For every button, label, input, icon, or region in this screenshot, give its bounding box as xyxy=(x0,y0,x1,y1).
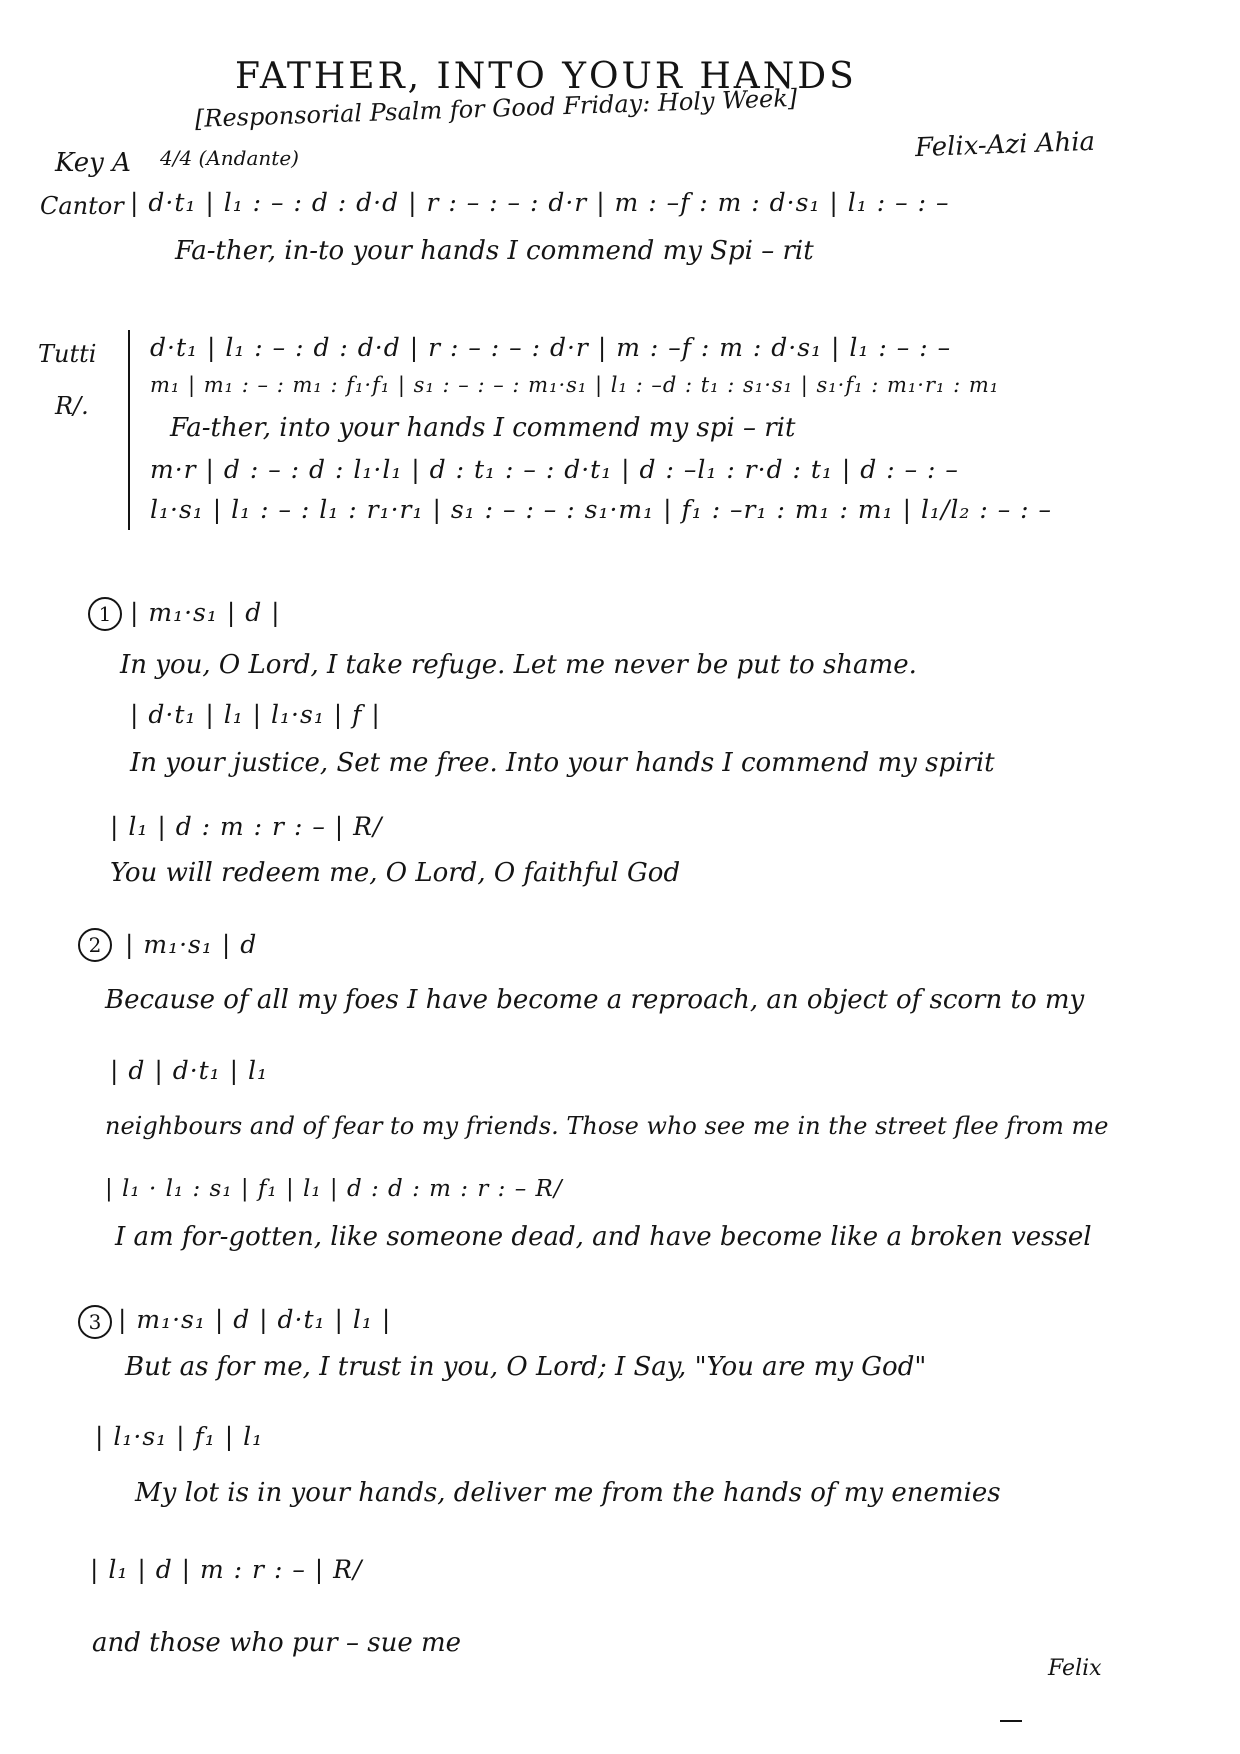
composer-signature: Felix xyxy=(1048,1656,1102,1681)
verse-3-line-1-lyrics: But as for me, I trust in you, O Lord; I Say, "You are my God" xyxy=(125,1352,927,1382)
verse-1-line-3-lyrics: You will redeem me, O Lord, O faithful God xyxy=(110,858,681,888)
verse-2-number: 2 xyxy=(78,928,112,962)
system-barline xyxy=(128,330,130,530)
verse-2-line-2-lyrics: neighbours and of fear to my friends. Those who see me in the street flee from me xyxy=(105,1112,1109,1140)
verse-3-line-3-lyrics: and those who pur – sue me xyxy=(92,1628,462,1658)
verse-3-line-3-notes: | l₁ | d | m : r : – | R/ xyxy=(90,1555,363,1584)
composer-name: Felix-Azi Ahia xyxy=(914,126,1096,164)
verse-2-line-1-lyrics: Because of all my foes I have become a reproach, an object of scorn to my xyxy=(105,985,1085,1015)
verse-2-line-1-notes: | m₁·s₁ | d xyxy=(125,930,258,959)
tutti-bass-notes: l₁·s₁ | l₁ : – : l₁ : r₁·r₁ | s₁ : – : – : s₁·m₁ | f₁ : –r₁ : m₁ : m₁ | l₁/l₂ : – : – xyxy=(150,495,1053,524)
verse-2-line-2-notes: | d | d·t₁ | l₁ xyxy=(110,1056,269,1085)
tempo-marking: (Andante) xyxy=(198,146,299,170)
cantor-notes: | d·t₁ | l₁ : – : d : d·d | r : – : – : d·r | m : –f : m : d·s₁ | l₁ : – : – xyxy=(130,188,950,217)
cantor-label: Cantor xyxy=(40,192,124,220)
verse-1-line-1-notes: | m₁·s₁ | d | xyxy=(130,598,281,627)
verse-3-line-1-notes: | m₁·s₁ | d | d·t₁ | l₁ | xyxy=(118,1305,392,1334)
response-label: R/. xyxy=(55,392,89,420)
tutti-lyrics: Fa-ther, into your hands I commend my spi – rit xyxy=(170,413,796,443)
verse-1-line-1-lyrics: In you, O Lord, I take refuge. Let me never be put to shame. xyxy=(120,650,917,680)
verse-3-line-2-lyrics: My lot is in your hands, deliver me from the hands of my enemies xyxy=(135,1478,1001,1508)
tutti-soprano-notes: d·t₁ | l₁ : – : d : d·d | r : – : – : d·r | m : –f : m : d·s₁ | l₁ : – : – xyxy=(150,333,952,362)
key-signature: Key A xyxy=(55,148,131,178)
verse-3-number: 3 xyxy=(78,1305,112,1339)
signature-dash xyxy=(1000,1720,1022,1722)
verse-2-line-3-notes: | l₁ · l₁ : s₁ | f₁ | l₁ | d : d : m : r : – R/ xyxy=(105,1176,563,1202)
cantor-lyrics: Fa-ther, in-to your hands I commend my Spi – rit xyxy=(175,236,814,266)
verse-1-line-2-lyrics: In your justice, Set me free. Into your hands I commend my spirit xyxy=(130,748,995,778)
time-and-tempo xyxy=(160,146,299,170)
song-subtitle: [Responsorial Psalm for Good Friday: Holy Week] xyxy=(194,83,798,133)
tutti-label: Tutti xyxy=(38,340,97,368)
verse-1-number: 1 xyxy=(88,597,122,631)
verse-1-line-2-notes: | d·t₁ | l₁ | l₁·s₁ | f | xyxy=(130,700,381,729)
song-title: FATHER, INTO YOUR HANDS xyxy=(235,56,857,97)
tutti-alto-notes: m₁ | m₁ : – : m₁ : f₁·f₁ | s₁ : – : – : m₁·s₁ | l₁ : –d : t₁ : s₁·s₁ | s₁·f₁ : m₁·r₁ : m₁ xyxy=(150,373,1000,397)
time-signature: 4/4 xyxy=(160,146,193,170)
verse-1-line-3-notes: | l₁ | d : m : r : – | R/ xyxy=(110,812,383,841)
tutti-tenor-notes: m·r | d : – : d : l₁·l₁ | d : t₁ : – : d·t₁ | d : –l₁ : r·d : t₁ | d : – : – xyxy=(150,455,959,484)
verse-2-line-3-lyrics: I am for-gotten, like someone dead, and have become like a broken vessel xyxy=(115,1222,1092,1252)
verse-3-line-2-notes: | l₁·s₁ | f₁ | l₁ xyxy=(95,1422,264,1451)
